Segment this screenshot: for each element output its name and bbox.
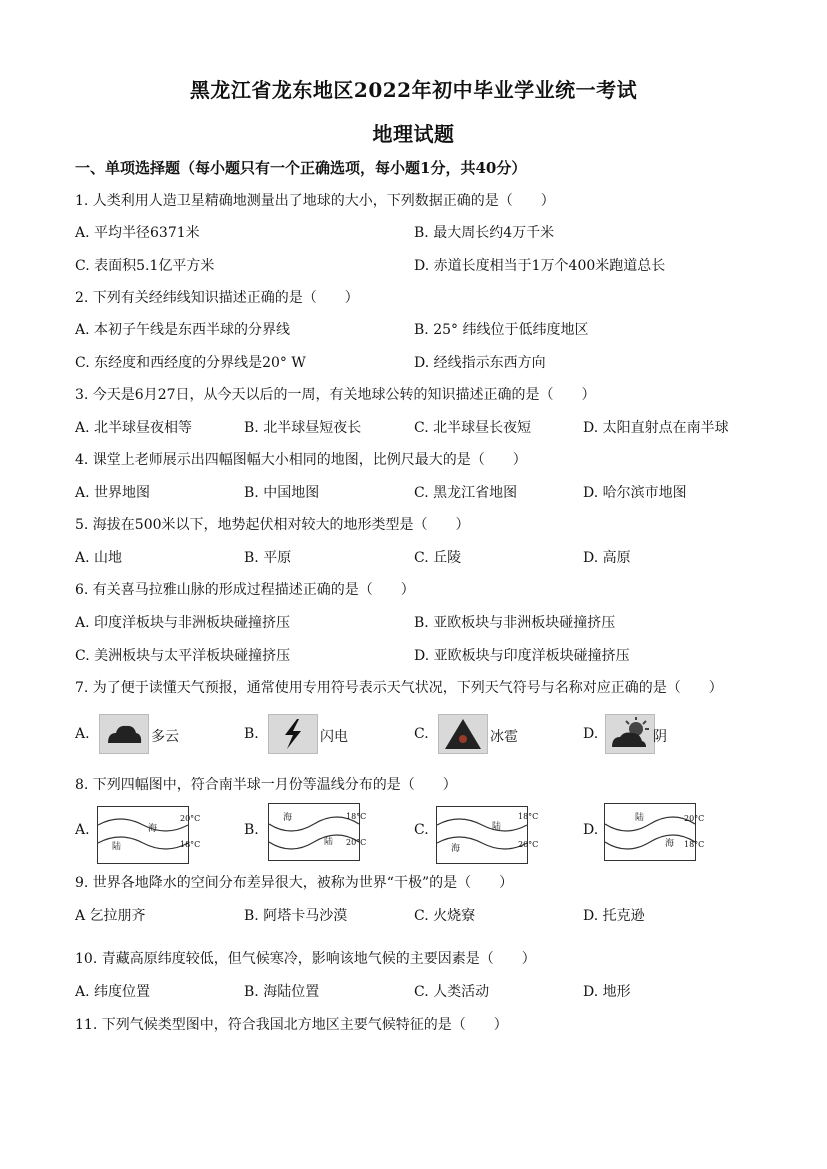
sea-label: 海	[665, 839, 675, 849]
question-3-option-c[interactable]: C. 北半球昼长夜短	[414, 420, 532, 436]
question-8-option-c-letter[interactable]: C.	[414, 822, 429, 838]
question-5-option-a[interactable]: A. 山地	[75, 550, 123, 566]
question-8-option-d-letter[interactable]: D.	[583, 822, 599, 838]
land-label: 陆	[324, 837, 334, 847]
question-3-stem: 3. 今天是6月27日，从今天以后的一周，有关地球公转的知识描述正确的是（ ）	[75, 387, 596, 403]
question-10-option-b[interactable]: B. 海陆位置	[244, 984, 320, 1000]
question-7-option-c-label: 冰雹	[490, 729, 518, 745]
question-9-option-a[interactable]: A 乞拉朋齐	[75, 908, 146, 924]
isotherm-map-c	[436, 806, 528, 864]
question-9-option-d[interactable]: D. 托克逊	[583, 908, 645, 924]
question-8-stem: 8. 下列四幅图中，符合南半球一月份等温线分布的是（ ）	[75, 777, 457, 793]
isotherm-top-label: 20°C	[180, 814, 201, 823]
sun-cloud-icon	[605, 714, 655, 754]
question-5-option-d[interactable]: D. 高原	[583, 550, 631, 566]
question-7-option-d-letter[interactable]: D.	[583, 726, 599, 742]
question-5-stem: 5. 海拔在500米以下，地势起伏相对较大的地形类型是（ ）	[75, 517, 470, 533]
question-5-option-c[interactable]: C. 丘陵	[414, 550, 462, 566]
question-3-option-a[interactable]: A. 北半球昼夜相等	[75, 420, 193, 436]
question-10-option-a[interactable]: A. 纬度位置	[75, 984, 151, 1000]
question-2-stem: 2. 下列有关经纬线知识描述正确的是（ ）	[75, 290, 359, 306]
question-1-option-a[interactable]: A. 平均半径6371米	[75, 225, 200, 241]
isotherm-top-label: 18°C	[518, 812, 539, 821]
isotherm-top-label: 18°C	[346, 812, 367, 821]
sea-label: 海	[148, 824, 158, 834]
question-3-option-d[interactable]: D. 太阳直射点在南半球	[583, 420, 729, 436]
question-6-option-d[interactable]: D. 亚欧板块与印度洋板块碰撞挤压	[414, 648, 630, 664]
exam-title: 黑龙江省龙东地区2022年初中毕业学业统一考试	[189, 78, 638, 102]
hail-icon	[438, 714, 488, 754]
question-10-stem: 10. 青藏高原纬度较低，但气候寒冷，影响该地气候的主要因素是（ ）	[75, 951, 536, 967]
question-1-option-c[interactable]: C. 表面积5.1亿平方米	[75, 258, 215, 274]
isotherm-bottom-label: 18°C	[180, 840, 201, 849]
question-9-option-b[interactable]: B. 阿塔卡马沙漠	[244, 908, 348, 924]
question-7-option-b-label: 闪电	[320, 729, 348, 745]
question-9-option-c[interactable]: C. 火烧寮	[414, 908, 476, 924]
question-8-option-a-letter[interactable]: A.	[75, 822, 90, 838]
question-4-option-a[interactable]: A. 世界地图	[75, 485, 151, 501]
sea-label: 海	[451, 844, 461, 854]
isotherm-map-d	[604, 803, 696, 861]
question-2-option-b[interactable]: B. 25° 纬线位于低纬度地区	[414, 322, 589, 338]
question-5-option-b[interactable]: B. 平原	[244, 550, 292, 566]
land-label: 陆	[635, 813, 645, 823]
question-4-option-c[interactable]: C. 黑龙江省地图	[414, 485, 518, 501]
question-10-option-c[interactable]: C. 人类活动	[414, 984, 490, 1000]
question-6-stem: 6. 有关喜马拉雅山脉的形成过程描述正确的是（ ）	[75, 582, 415, 598]
question-4-option-b[interactable]: B. 中国地图	[244, 485, 320, 501]
question-10-option-d[interactable]: D. 地形	[583, 984, 631, 1000]
question-7-option-a-letter[interactable]: A.	[75, 726, 90, 742]
question-7-option-b-letter[interactable]: B.	[244, 726, 259, 742]
question-7-option-a-label: 多云	[151, 729, 179, 745]
question-6-option-b[interactable]: B. 亚欧板块与非洲板块碰撞挤压	[414, 615, 616, 631]
cloud-icon	[99, 714, 149, 754]
question-3-option-b[interactable]: B. 北半球昼短夜长	[244, 420, 362, 436]
isotherm-bottom-label: 20°C	[346, 838, 367, 847]
question-11-stem: 11. 下列气候类型图中，符合我国北方地区主要气候特征的是（ ）	[75, 1017, 508, 1033]
question-2-option-c[interactable]: C. 东经度和西经度的分界线是20° W	[75, 355, 306, 371]
question-4-stem: 4. 课堂上老师展示出四幅图幅大小相同的地图，比例尺最大的是（ ）	[75, 452, 527, 468]
question-4-option-d[interactable]: D. 哈尔滨市地图	[583, 485, 687, 501]
question-7-stem: 7. 为了便于读懂天气预报，通常使用专用符号表示天气状况，下列天气符号与名称对应正确的是（ ）	[75, 680, 723, 696]
exam-subtitle: 地理试题	[372, 122, 455, 146]
isotherm-top-label: 20°C	[684, 814, 705, 823]
land-label: 陆	[112, 842, 122, 852]
question-6-option-a[interactable]: A. 印度洋板块与非洲板块碰撞挤压	[75, 615, 291, 631]
question-1-option-d[interactable]: D. 赤道长度相当于1万个400米跑道总长	[414, 258, 666, 274]
lightning-icon	[268, 714, 318, 754]
isotherm-map-a	[97, 806, 189, 864]
question-8-option-b-letter[interactable]: B.	[244, 822, 259, 838]
isotherm-bottom-label: 20°C	[518, 840, 539, 849]
question-2-option-d[interactable]: D. 经线指示东西方向	[414, 355, 546, 371]
land-label: 陆	[492, 822, 502, 832]
question-9-stem: 9. 世界各地降水的空间分布差异很大，被称为世界“干极”的是（ ）	[75, 875, 514, 891]
question-7-option-c-letter[interactable]: C.	[414, 726, 429, 742]
question-7-option-d-label: 阴	[653, 729, 667, 745]
question-1-stem: 1. 人类利用人造卫星精确地测量出了地球的大小，下列数据正确的是（ ）	[75, 193, 555, 209]
isotherm-bottom-label: 18°C	[684, 840, 705, 849]
question-2-option-a[interactable]: A. 本初子午线是东西半球的分界线	[75, 322, 291, 338]
sea-label: 海	[283, 813, 293, 823]
section-heading: 一、单项选择题（每小题只有一个正确选项，每小题1分，共40分）	[75, 159, 527, 177]
question-6-option-c[interactable]: C. 美洲板块与太平洋板块碰撞挤压	[75, 648, 291, 664]
question-1-option-b[interactable]: B. 最大周长约4万千米	[414, 225, 555, 241]
